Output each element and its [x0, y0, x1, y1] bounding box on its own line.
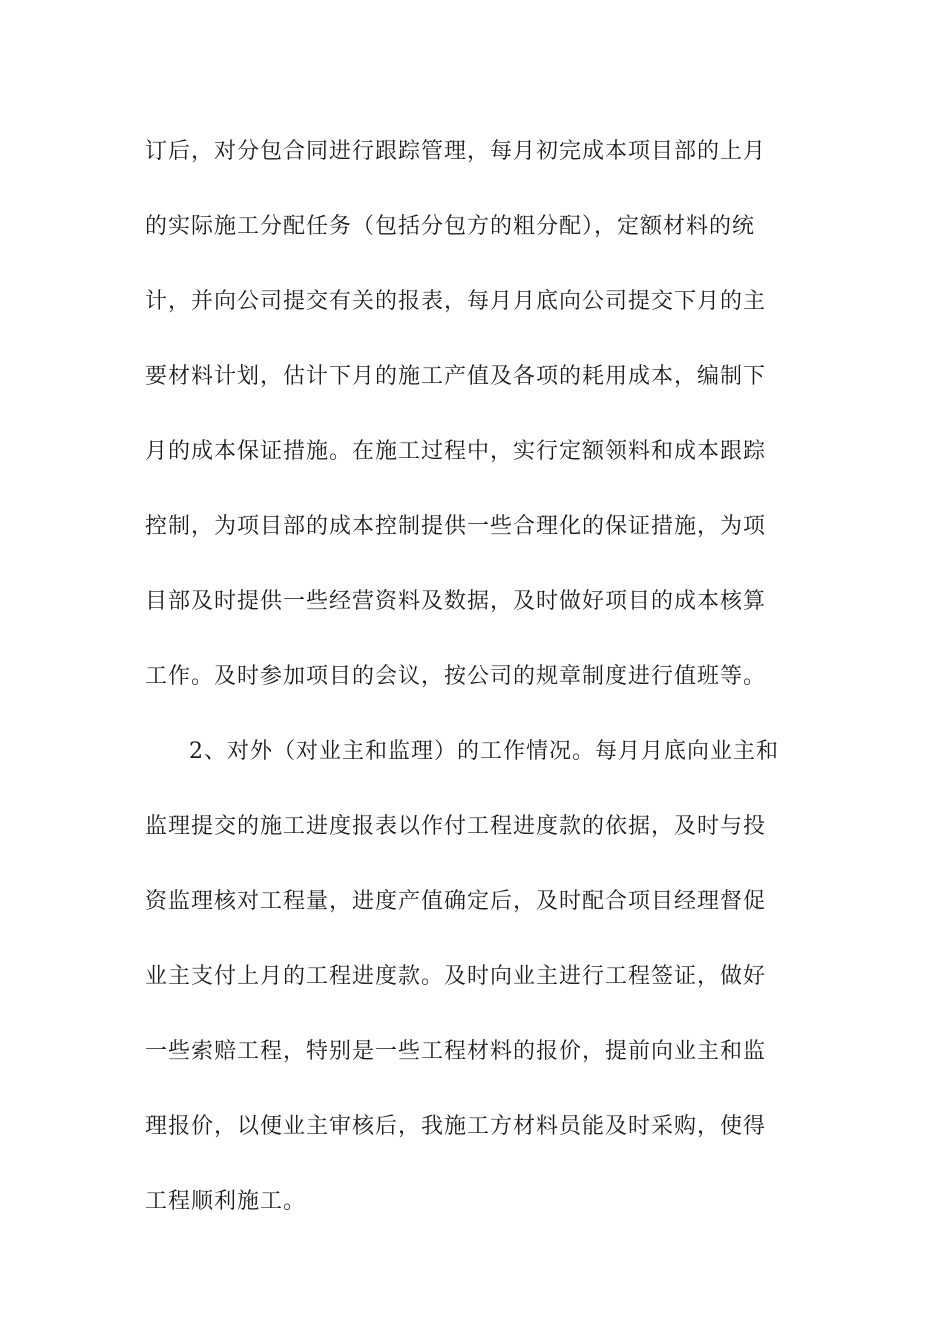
- text-line: 的实际施工分配任务（包括分包方的粗分配），定额材料的统: [145, 214, 756, 239]
- text-line: 业主支付上月的工程进度款。及时向业主进行工程签证，做好: [145, 964, 767, 989]
- text-line: 计，并向公司提交有关的报表，每月月底向公司提交下月的主: [145, 289, 767, 314]
- paragraph-1: [145, 126, 815, 726]
- text-line: 控制，为项目部的成本控制提供一些合理化的保证措施，为项: [145, 514, 767, 539]
- text-line: 要材料计划，估计下月的施工产值及各项的耗用成本，编制下: [145, 364, 767, 389]
- text-line: 理报价，以便业主审核后，我施工方材料员能及时采购，使得: [145, 1114, 767, 1139]
- text-line: 2、对外（对业主和监理）的工作情况。每月月底向业主和: [189, 739, 779, 764]
- text-line: 目部及时提供一些经营资料及数据，及时做好项目的成本核算: [145, 589, 767, 614]
- text-line: 资监理核对工程量，进度产值确定后，及时配合项目经理督促: [145, 889, 767, 914]
- paragraph-2: [145, 726, 815, 1251]
- body-text: [145, 126, 815, 1251]
- text-line: 工作。及时参加项目的会议，按公司的规章制度进行值班等。: [145, 664, 767, 689]
- text-line: 订后，对分包合同进行跟踪管理，每月初完成本项目部的上月: [145, 139, 767, 164]
- text-line: 月的成本保证措施。在施工过程中，实行定额领料和成本跟踪: [145, 439, 767, 464]
- text-line: 一些索赔工程，特别是一些工程材料的报价，提前向业主和监: [145, 1039, 767, 1064]
- text-line: 工程顺利施工。: [145, 1189, 307, 1214]
- text-line: 监理提交的施工进度报表以作付工程进度款的依据，及时与投: [145, 814, 767, 839]
